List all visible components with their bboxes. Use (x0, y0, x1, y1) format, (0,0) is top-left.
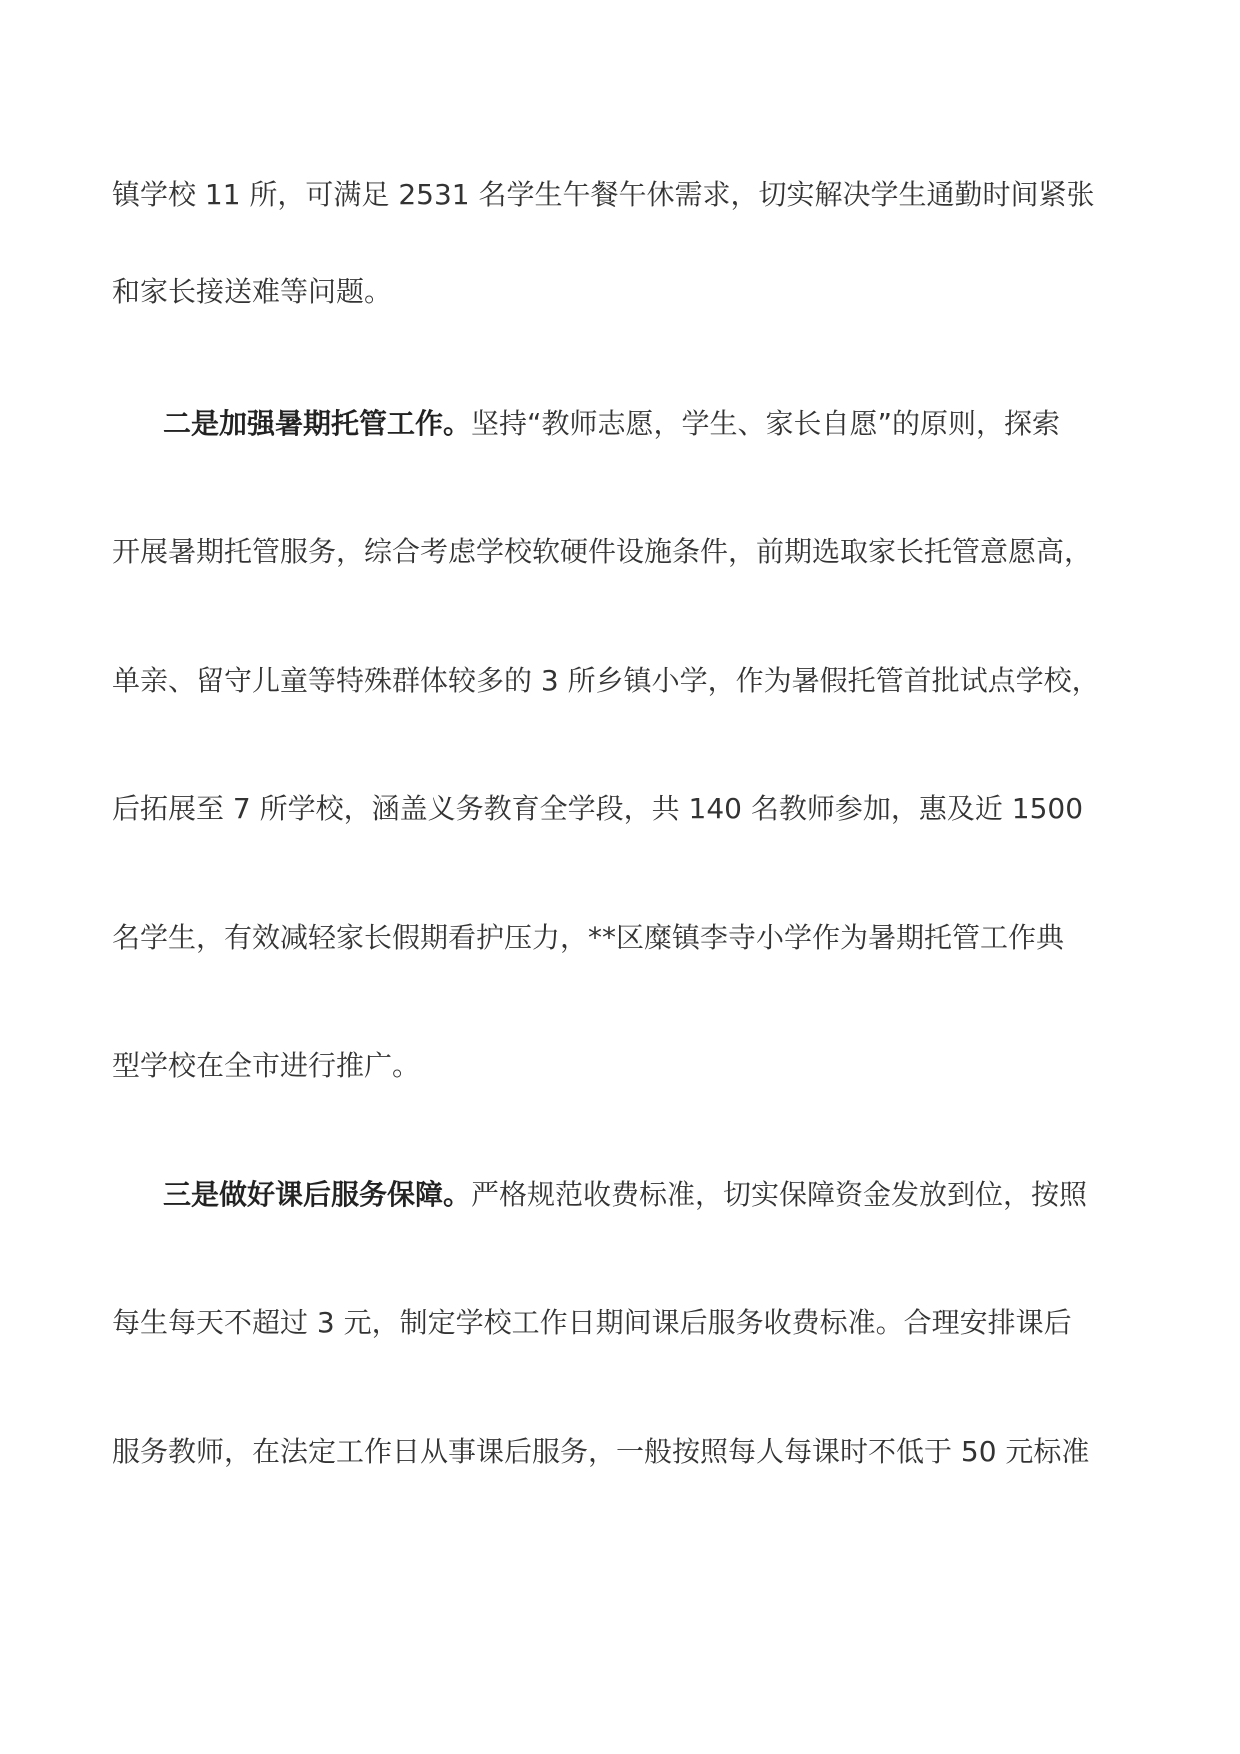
text-line: 每生每天不超过 3 元，制定学校工作日期间课后服务收费标准。合理安排课后 (112, 1306, 1072, 1339)
text-line: 名学生，有效减轻家长假期看护压力，**区糜镇李寺小学作为暑期托管工作典 (112, 921, 1065, 954)
paragraph-first-line (163, 1173, 1087, 1217)
paragraph-first-line (163, 402, 1060, 446)
text-line: 后拓展至 7 所学校，涵盖义务教育全学段，共 140 名教师参加，惠及近 1500 (112, 792, 1084, 825)
text-line: 服务教师，在法定工作日从事课后服务，一般按照每人每课时不低于 50 元标准 (112, 1435, 1090, 1468)
text-line: 单亲、留守儿童等特殊群体较多的 3 所乡镇小学，作为暑假托管首批试点学校， (112, 664, 1100, 697)
text-line: 开展暑期托管服务，综合考虑学校软硬件设施条件，前期选取家长托管意愿高， (112, 535, 1093, 568)
paragraph-heading: 三是做好课后服务保障。 (163, 1178, 472, 1211)
paragraph-text: 严格规范收费标准，切实保障资金发放到位，按照 (471, 1178, 1088, 1211)
text-line: 镇学校 11 所，可满足 2531 名学生午餐午休需求，切实解决学生通勤时间紧张 (112, 178, 1095, 211)
text-line: 和家长接送难等问题。 (112, 275, 393, 308)
paragraph-text: 坚持“教师志愿，学生、家长自愿”的原则，探索 (471, 407, 1061, 440)
paragraph-heading: 二是加强暑期托管工作。 (163, 407, 472, 440)
text-line: 型学校在全市进行推广。 (112, 1049, 421, 1082)
